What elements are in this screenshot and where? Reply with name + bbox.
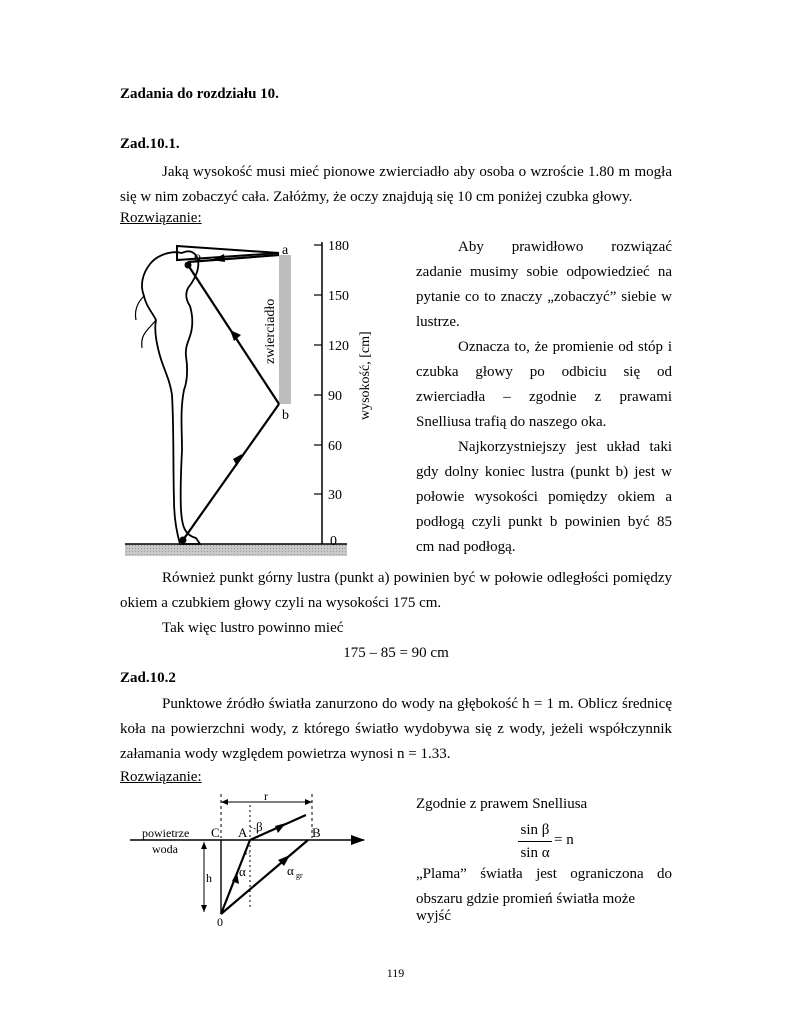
label-air: powietrze: [142, 826, 190, 840]
side-paragraph-3: Najkorzystniejszy jest układ taki gdy dolny koniec lustra (punkt b) jest w połowie wysokości pomiędzy okiem a podłogą czyli punkt b powinien być 85 cm nad podłogą.: [416, 439, 672, 555]
label-alpha: α: [239, 864, 246, 879]
task1-after-text: Również punkt górny lustra (punkt a) powinien być w połowie odległości pomiędzy okiem a czubkiem głowy czyli na wysokości 175 cm.: [120, 570, 672, 611]
axis-label: wysokość, [cm]: [358, 331, 373, 420]
label-alpha-gr: α: [287, 863, 294, 878]
tick-label: 60: [328, 439, 342, 454]
label-water: woda: [152, 842, 178, 856]
point-a-label: a: [282, 243, 289, 258]
task1-label: Zad.10.1.: [120, 136, 180, 152]
tick-label: 120: [328, 339, 349, 354]
chapter-title: Zadania do rozdziału 10.: [120, 86, 279, 102]
task1-body: Jaką wysokość musi mieć pionowe zwierciadło aby osoba o wzroście 1.80 m mogła się w nim zobaczyć cała. Załóżmy, że oczy znajdują się 10 cm poniżej czubka głowy.: [120, 164, 672, 205]
mirror: [279, 255, 291, 404]
task1-solution-label: Rozwiązanie:: [120, 210, 202, 226]
label-beta: β: [256, 819, 263, 834]
task1-equation: 175 – 85 = 90 cm: [343, 645, 449, 661]
side-paragraph-1: Aby prawidłowo rozwiązać zadanie musimy sobie odpowiedzieć na pytanie co to znaczy „zobaczyć” siebie w lustrze.: [416, 239, 672, 330]
refraction-figure: [120, 790, 380, 935]
fraction-bar: [518, 841, 552, 842]
snell-intro: Zgodnie z prawem Snelliusa: [416, 796, 588, 812]
task2-label: Zad.10.2: [120, 670, 176, 686]
tick-label: 180: [328, 239, 349, 254]
label-A: A: [238, 825, 248, 840]
formula-rhs: = n: [554, 832, 574, 848]
page-number: 119: [386, 966, 405, 980]
formula-denominator: sin α: [520, 845, 550, 861]
task2-side-line-1: „Plama” światła jest ograniczona do: [416, 866, 672, 882]
tick-label: 0: [330, 534, 337, 549]
label-0: 0: [217, 915, 223, 929]
mirror-figure: [120, 230, 373, 562]
label-h: h: [206, 871, 212, 885]
label-B: B: [312, 825, 321, 840]
ray-feet-to-mirror: [183, 404, 279, 540]
eye-label: o: [194, 250, 201, 265]
task2-body: Punktowe źródło światła zanurzono do wody na głębokość h = 1 m. Oblicz średnicę koła na powierzchni wody, z którego światło wydobywa się z wody, jeżeli współczynnik załamania wody względem powietrza wynosi n = 1.33.: [120, 696, 672, 762]
task2-solution-label: Rozwiązanie:: [120, 769, 202, 785]
tick-label: 90: [328, 389, 342, 404]
tick-label: 30: [328, 488, 342, 503]
task1-conclusion: Tak więc lustro powinno mieć: [162, 620, 344, 636]
task1-side-text: [416, 235, 672, 560]
person-silhouette: [142, 251, 200, 544]
task2-side-line-2: obszaru gdzie promień światła może wyjść: [416, 891, 636, 924]
point-b-label: b: [282, 408, 289, 423]
tick-label: 150: [328, 289, 349, 304]
label-C: C: [211, 825, 220, 840]
mirror-label: zwierciadło: [263, 298, 278, 364]
side-paragraph-2: Oznacza to, że promienie od stóp i czubka głowy po odbiciu się od zwierciadła – zgodnie z prawami Snelliusa trafią do naszego oka.: [416, 339, 672, 430]
floor: [125, 544, 347, 556]
label-alpha-gr-sub: gr: [296, 871, 303, 880]
critical-ray: [221, 840, 308, 914]
label-r: r: [264, 789, 268, 803]
formula-numerator: sin β: [520, 822, 550, 838]
